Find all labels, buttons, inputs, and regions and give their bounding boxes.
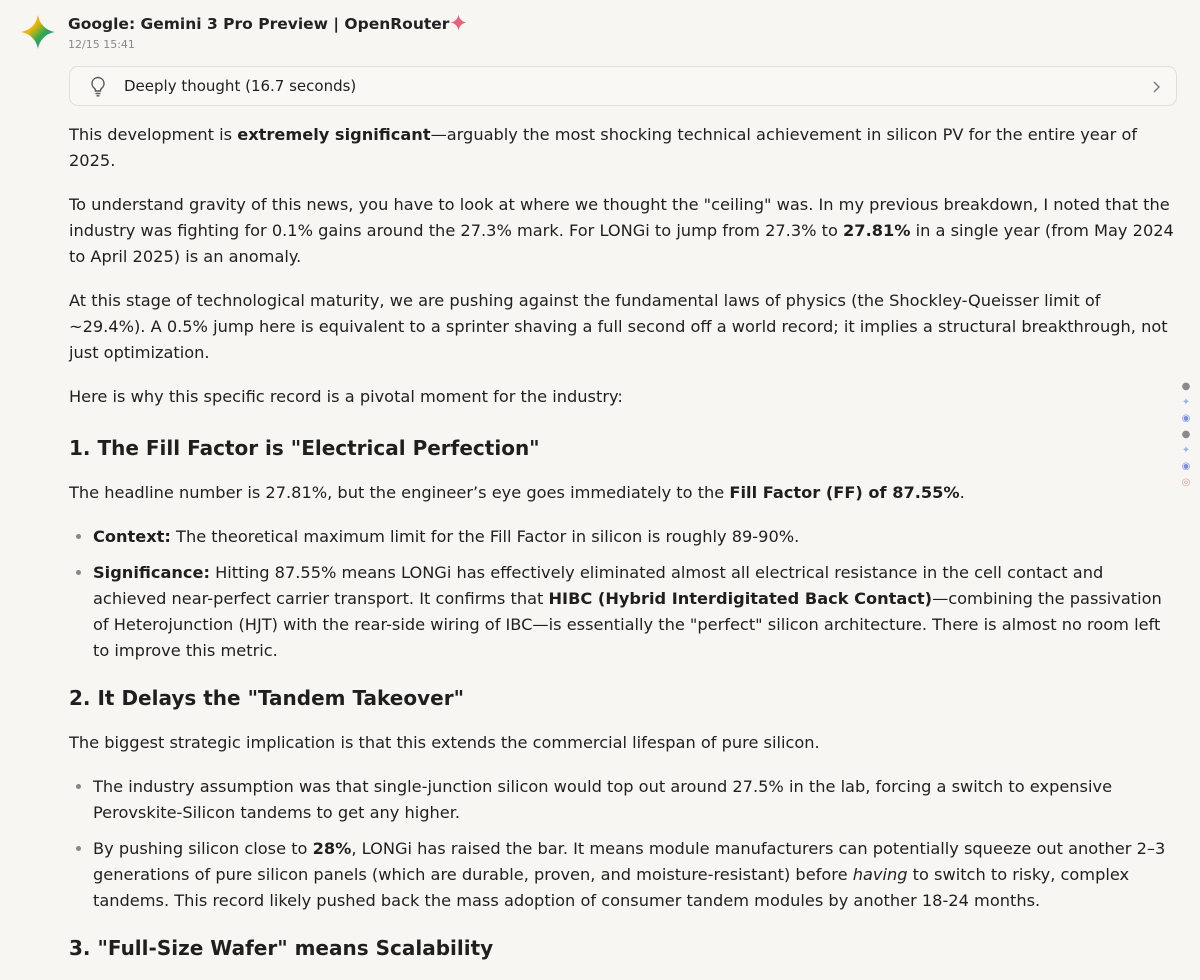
bold-text: extremely significant	[237, 125, 431, 144]
bold-text: 27.81%	[843, 221, 911, 240]
list-item: • The industry assumption was that single-junction silicon would top out around 27.5% in the lab, forcing a switch to expensive Perovskite-Silicon tandems to get any higher.	[93, 774, 1181, 826]
sparkle-icon[interactable]: ✦	[1181, 445, 1191, 456]
gemini-avatar-icon	[20, 14, 56, 50]
bold-text: Context:	[93, 527, 171, 546]
bold-text: 28%	[312, 839, 352, 858]
paragraph: The biggest strategic implication is that this extends the commercial lifespan of pure silicon.	[69, 733, 820, 752]
text: —combining the passivation of Heterojunction (HJT) with the rear-side wiring of IBC—is essentially the "perfect" silicon architecture. There is almost no room left to improve this metric.	[93, 589, 1162, 660]
list-item	[93, 836, 1181, 914]
model-icon[interactable]: ◉	[1181, 461, 1191, 472]
text: —arguably the most shocking technical achievement in silicon PV for the entire year of 2025.	[69, 125, 1138, 170]
text: To understand gravity of this news, you have to look at where we thought the "ceiling" was. In my previous breakdown, I noted that the industry was fighting for 0.1% gains around the 27.3% mark. For LONGi to jump from 27.3% to	[69, 195, 1170, 240]
text: to switch to risky, complex tandems. This record likely pushed back the mass adoption of consumer tandem modules by another 18-24 months.	[93, 865, 1130, 910]
paragraph	[69, 480, 1181, 506]
list-item	[93, 524, 1181, 550]
section-heading: 3. "Full-Size Wafer" means Scalability	[69, 936, 494, 960]
chevron-right-icon	[1150, 79, 1162, 93]
text: This development is	[69, 125, 238, 144]
openrouter-icon[interactable]: ●	[1181, 429, 1191, 440]
assistant-message	[69, 122, 1181, 980]
model-title	[68, 14, 467, 35]
paragraph	[69, 122, 1181, 174]
text: , LONGi has raised the bar. It means module manufacturers can potentially squeeze out another 2–3 generations of pure silicon panels (which are durable, proven, and moisture-resistant) before	[93, 839, 1166, 884]
paragraph: At this stage of technological maturity, we are pushing against the fundamental laws of physics (the Shockley-Queisser limit of ~29.4%). A 0.5% jump here is equivalent to a sprinter shaving a full second off a world record; it implies a structural breakthrough, not just optimization.	[69, 291, 1168, 362]
model-title-text: Google: Gemini 3 Pro Preview | OpenRouter	[68, 15, 450, 33]
lightbulb-icon	[90, 76, 106, 97]
text: By pushing silicon close to	[93, 839, 313, 858]
italic-text: having	[852, 865, 908, 884]
paragraph: Here is why this specific record is a pivotal moment for the industry:	[69, 387, 623, 406]
list-item	[93, 560, 1181, 664]
openrouter-icon[interactable]: ●	[1181, 381, 1191, 392]
text: The theoretical maximum limit for the Fill Factor in silicon is roughly 89-90%.	[170, 527, 800, 546]
circle-icon[interactable]: ◎	[1181, 477, 1191, 488]
bold-text: Fill Factor (FF) of 87.55%	[729, 483, 960, 502]
text: in a single year (from May 2024 to April 2025) is an anomaly.	[69, 221, 1174, 266]
message-timestamp: 12/15 15:41	[68, 38, 135, 51]
message-nav	[1180, 381, 1192, 493]
bold-text: HIBC (Hybrid Interdigitated Back Contact)	[548, 589, 933, 608]
text: .	[959, 483, 965, 502]
thought-toggle[interactable]	[69, 66, 1177, 106]
sparkle-icon[interactable]: ✦	[1181, 397, 1191, 408]
paragraph	[69, 192, 1181, 270]
model-icon[interactable]: ◉	[1181, 413, 1191, 424]
text: Hitting 87.55% means LONGi has effectively eliminated almost all electrical resistance in the cell contact and achieved near-perfect carrier transport. It confirms that	[93, 563, 1104, 608]
section-heading: 1. The Fill Factor is "Electrical Perfection"	[69, 436, 540, 460]
bullet-list	[69, 774, 1181, 914]
text: The headline number is 27.81%, but the engineer’s eye goes immediately to the	[69, 483, 730, 502]
bold-text: Significance:	[93, 563, 210, 582]
section-heading: 2. It Delays the "Tandem Takeover"	[69, 686, 464, 710]
sparkle-icon	[450, 14, 467, 35]
bullet-list	[69, 524, 1181, 664]
thought-label: Deeply thought (16.7 seconds)	[124, 77, 357, 95]
